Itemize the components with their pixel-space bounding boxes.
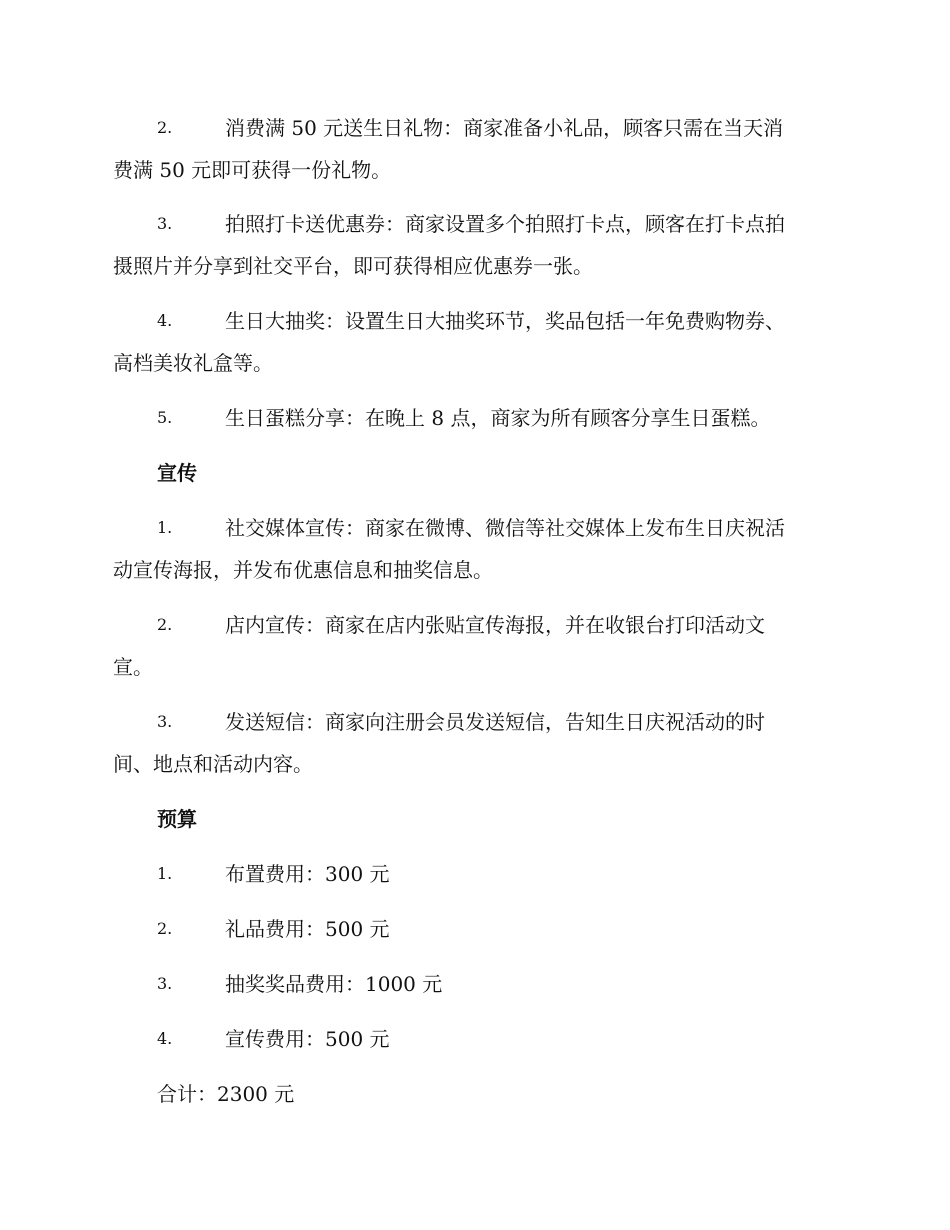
list-number: 3. — [157, 712, 173, 731]
list-text-line: 生日蛋糕分享：在晚上 8 点，商家为所有顾客分享生日蛋糕。 — [225, 406, 771, 430]
list-text-line: 店内宣传：商家在店内张贴宣传海报，并在收银台打印活动文 — [225, 613, 765, 637]
list-text-line: 生日大抽奖：设置生日大抽奖环节，奖品包括一年免费购物券、 — [225, 309, 785, 333]
list-item — [113, 107, 833, 191]
list-text-line: 拍照打卡送优惠券：商家设置多个拍照打卡点，顾客在打卡点拍 — [225, 212, 785, 236]
list-number: 3. — [157, 214, 173, 233]
list-text-line: 间、地点和活动内容。 — [113, 752, 313, 776]
list-text-line: 社交媒体宣传：商家在微博、微信等社交媒体上发布生日庆祝活 — [225, 516, 785, 540]
list-item — [113, 853, 833, 895]
list-text-line: 宣传费用：500 元 — [225, 1027, 390, 1051]
list-text-line: 高档美妆礼盒等。 — [113, 351, 273, 375]
list-number: 1. — [157, 518, 173, 537]
list-text-line: 动宣传海报，并发布优惠信息和抽奖信息。 — [113, 558, 493, 582]
list-item — [113, 963, 833, 1005]
list-item — [113, 203, 833, 287]
list-text-line: 布置费用：300 元 — [225, 862, 390, 886]
list-number: 2. — [157, 615, 173, 634]
list-number: 2. — [157, 118, 173, 137]
list-item — [113, 507, 833, 591]
list-item — [113, 701, 833, 785]
section-heading-budget: 预算 — [157, 807, 197, 831]
budget-total: 合计：2300 元 — [157, 1082, 295, 1106]
list-item — [113, 908, 833, 950]
list-number: 3. — [157, 974, 173, 993]
list-item — [113, 397, 833, 439]
list-number: 4. — [157, 1029, 173, 1048]
list-text-line: 发送短信：商家向注册会员发送短信，告知生日庆祝活动的时 — [225, 710, 765, 734]
list-number: 1. — [157, 864, 173, 883]
list-text-line: 费满 50 元即可获得一份礼物。 — [113, 158, 392, 182]
list-number: 2. — [157, 919, 173, 938]
list-item — [113, 300, 833, 384]
list-number: 4. — [157, 311, 173, 330]
list-number: 5. — [157, 408, 173, 427]
list-text-line: 抽奖奖品费用：1000 元 — [225, 972, 443, 996]
list-text-line: 消费满 50 元送生日礼物：商家准备小礼品，顾客只需在当天消 — [225, 116, 784, 140]
list-text-line: 宣。 — [113, 655, 153, 679]
list-text-line: 摄照片并分享到社交平台，即可获得相应优惠券一张。 — [113, 254, 593, 278]
list-item — [113, 604, 833, 688]
list-text-line: 礼品费用：500 元 — [225, 917, 390, 941]
list-item — [113, 1018, 833, 1060]
section-heading-promotion: 宣传 — [157, 461, 197, 485]
